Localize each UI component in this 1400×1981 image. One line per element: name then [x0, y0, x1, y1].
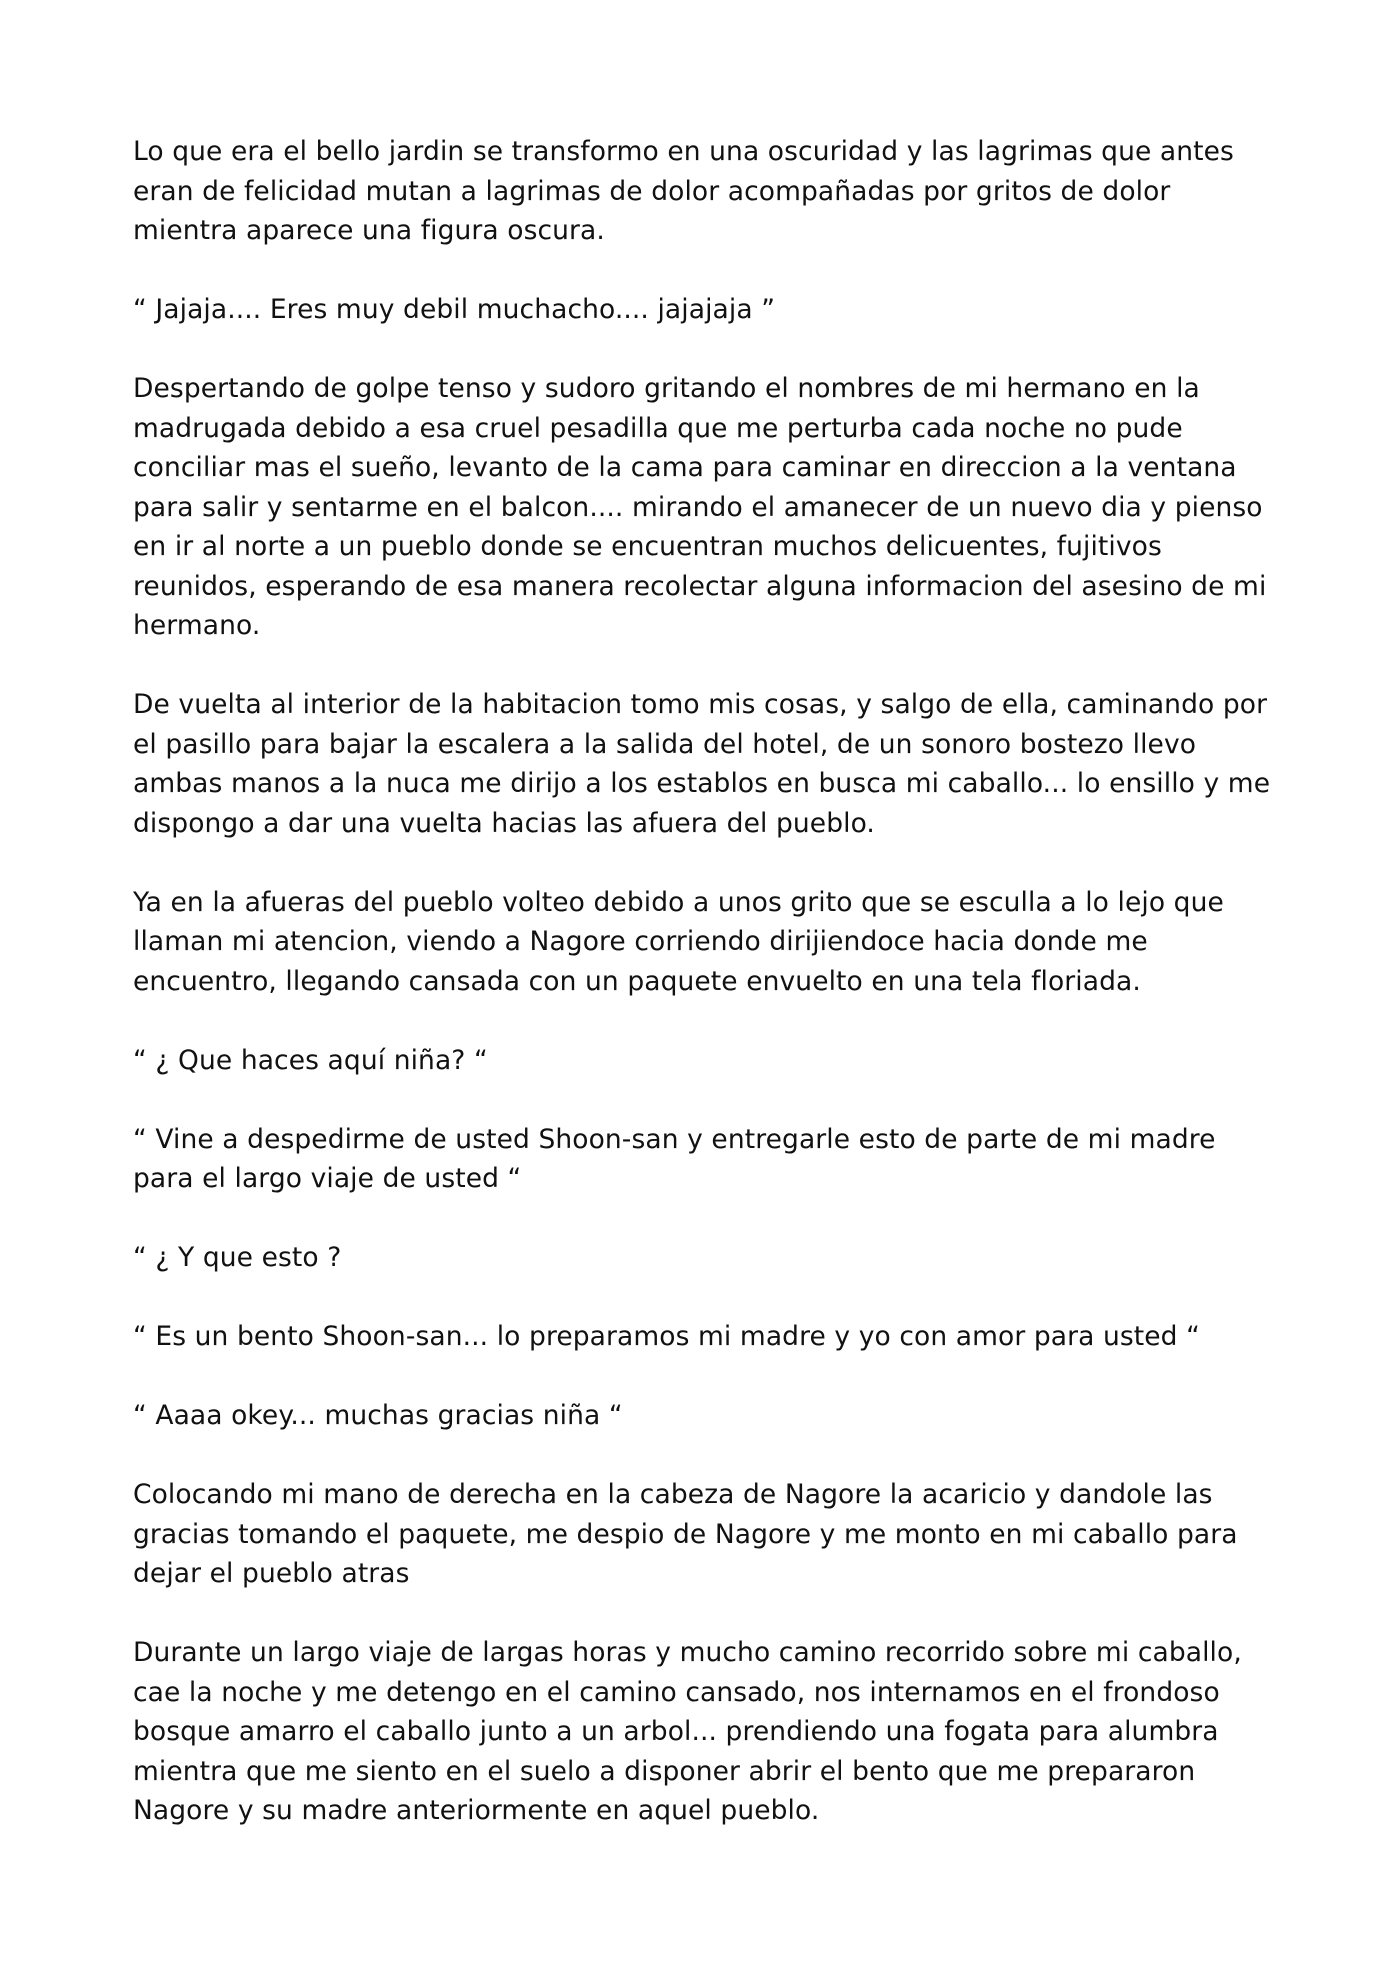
paragraph: Ya en la afueras del pueblo volteo debido a unos grito que se esculla a lo lejo que llaman mi atencion, viendo a Nagore corriendo dirijiendoce hacia donde me encuentro, llegando cansada con un paquete envuelto en una tela floriada. — [133, 886, 1224, 997]
paragraph: Colocando mi mano de derecha en la cabeza de Nagore la acaricio y dandole las gracias tomando el paquete, me despio de Nagore y me monto en mi caballo para dejar el pueblo atras — [133, 1479, 1238, 1589]
dialogue-line: “ Aaaa okey... muchas gracias niña “ — [133, 1400, 623, 1431]
dialogue-line: “ Jajaja.... Eres muy debil muchacho.... jajajaja ” — [133, 294, 776, 325]
paragraph: Durante un largo viaje de largas horas y mucho camino recorrido sobre mi caballo, cae la noche y me detengo en el camino cansado, nos internamos en el frondoso bosque amarro el caballo junto a un arbol... prendiendo una fogata para alumbra mientra que me siento en el suelo a disponer abrir el bento que me prepararon Nagore y su madre anteriormente en aquel pueblo. — [133, 1637, 1242, 1826]
paragraph: Despertando de golpe tenso y sudoro gritando el nombres de mi hermano en la madrugada debido a esa cruel pesadilla que me perturba cada noche no pude conciliar mas el sueño, levanto de la cama para caminar en direccion a la ventana para salir y sentarme en el balcon.... mirando el amanecer de un nuevo dia y pienso en ir al norte a un pueblo donde se encuentran muchos delicuentes, fujitivos reunidos, esperando de esa manera recolectar alguna informacion del asesino de mi hermano. — [133, 373, 1267, 641]
document-body — [133, 132, 1273, 1870]
paragraph: De vuelta al interior de la habitacion tomo mis cosas, y salgo de ella, caminando por el pasillo para bajar la escalera a la salida del hotel, de un sonoro bostezo llevo ambas manos a la nuca me dirijo a los establos en busca mi caballo... lo ensillo y me dispongo a dar una vuelta hacias las afuera del pueblo. — [133, 689, 1271, 839]
paragraph: Lo que era el bello jardin se transformo en una oscuridad y las lagrimas que antes eran de felicidad mutan a lagrimas de dolor acompañadas por gritos de dolor mientra aparece una figura oscura. — [133, 136, 1234, 246]
dialogue-line: “ ¿ Que haces aquí niña? “ — [133, 1044, 488, 1076]
dialogue-line: “ Vine a despedirme de usted Shoon-san y entregarle esto de parte de mi madre para el largo viaje de usted “ — [133, 1123, 1216, 1194]
dialogue-line: “ Es un bento Shoon-san... lo preparamos mi madre y yo con amor para usted “ — [133, 1321, 1200, 1352]
dialogue-line: “ ¿ Y que esto ? — [133, 1242, 342, 1273]
